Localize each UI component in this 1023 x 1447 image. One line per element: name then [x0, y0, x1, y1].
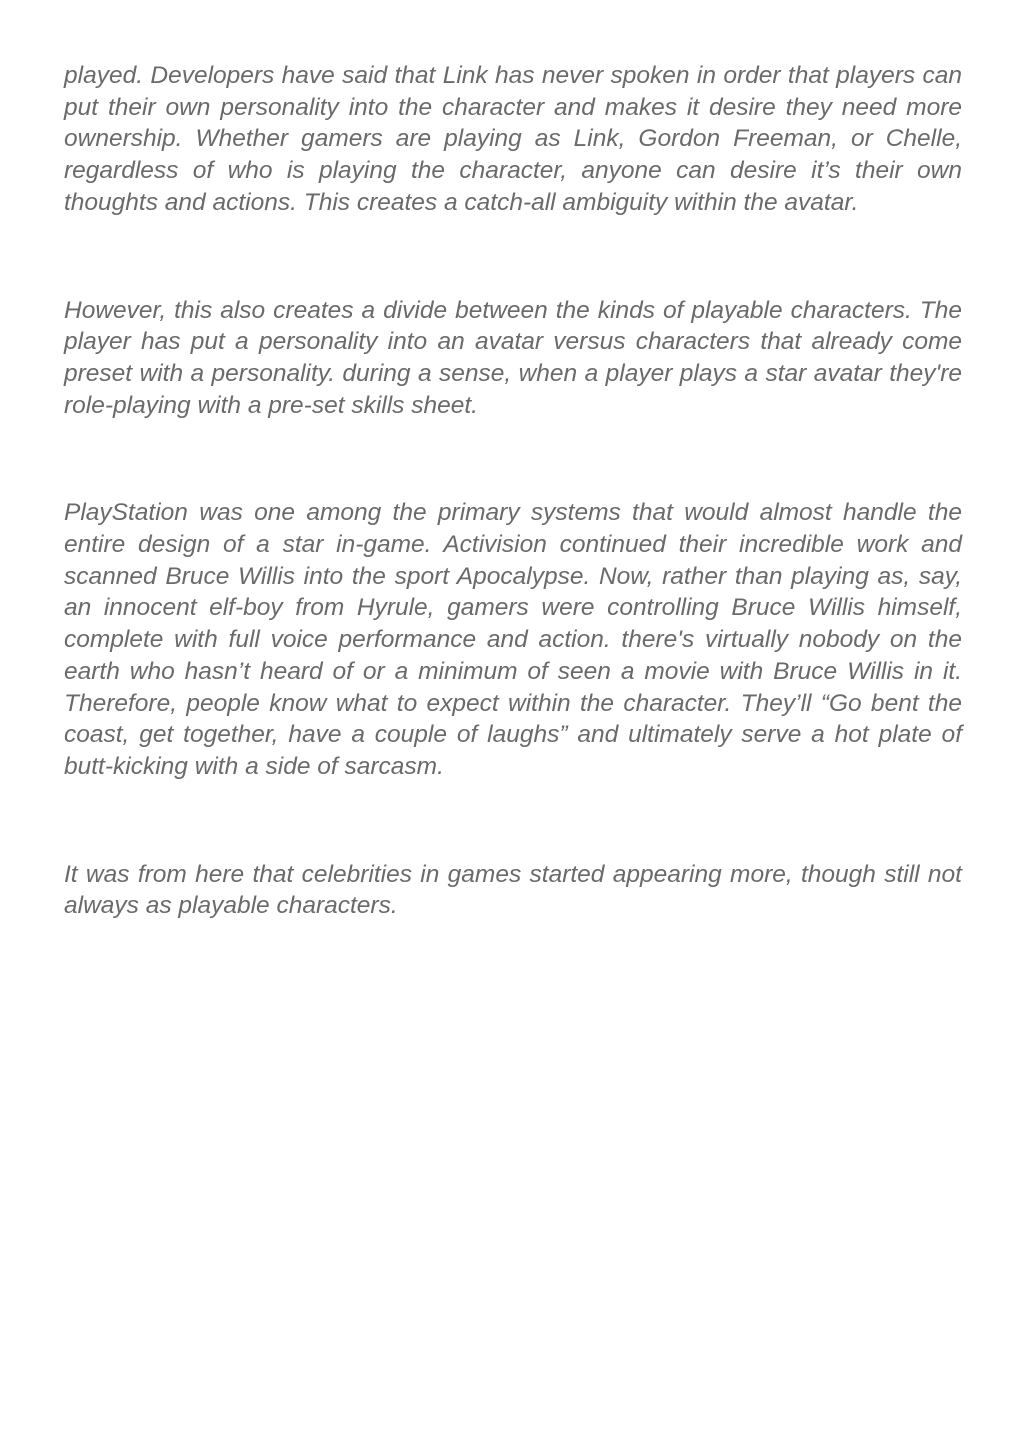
- document-page: [64, 60, 962, 922]
- paragraph-celebrities-in-games: It was from here that celebrities in games started appearing more, though still not always as playable characters.: [64, 860, 962, 920]
- paragraph-playstation-bruce-willis: PlayStation was one among the primary systems that would almost handle the entire design of a star in-game. Activision continued their incredible work and scanned Bruce Willis into the sport Apocalypse. Now, rather than playing as, say, an innocent elf-boy from Hyrule, gamers were controlling Bruce Willis himself, complete with full voice performance and action. there's virtually nobody on the earth who hasn’t heard of or a minimum of seen a movie with Bruce Willis in it. Therefore, people know what to expect within the character. They’ll “Go bent the coast, get together, have a couple of laughs” and ultimately serve a hot plate of butt-kicking with a side of sarcasm.: [64, 499, 962, 780]
- paragraph-link-silent-protagonist: played. Developers have said that Link has never spoken in order that players can put their own personality into the character and makes it desire they need more ownership. Whether gamers are playing as Link, Gordon Freeman, or Chelle, regardless of who is playing the character, anyone can desire it’s their own thoughts and actions. This creates a catch-all ambiguity within the avatar.: [64, 62, 962, 216]
- paragraph-playable-character-divide: However, this also creates a divide between the kinds of playable characters. The player has put a personality into an avatar versus characters that already come preset with a personality. during a sense, when a player plays a star avatar they're role-playing with a pre-set skills sheet.: [64, 296, 962, 419]
